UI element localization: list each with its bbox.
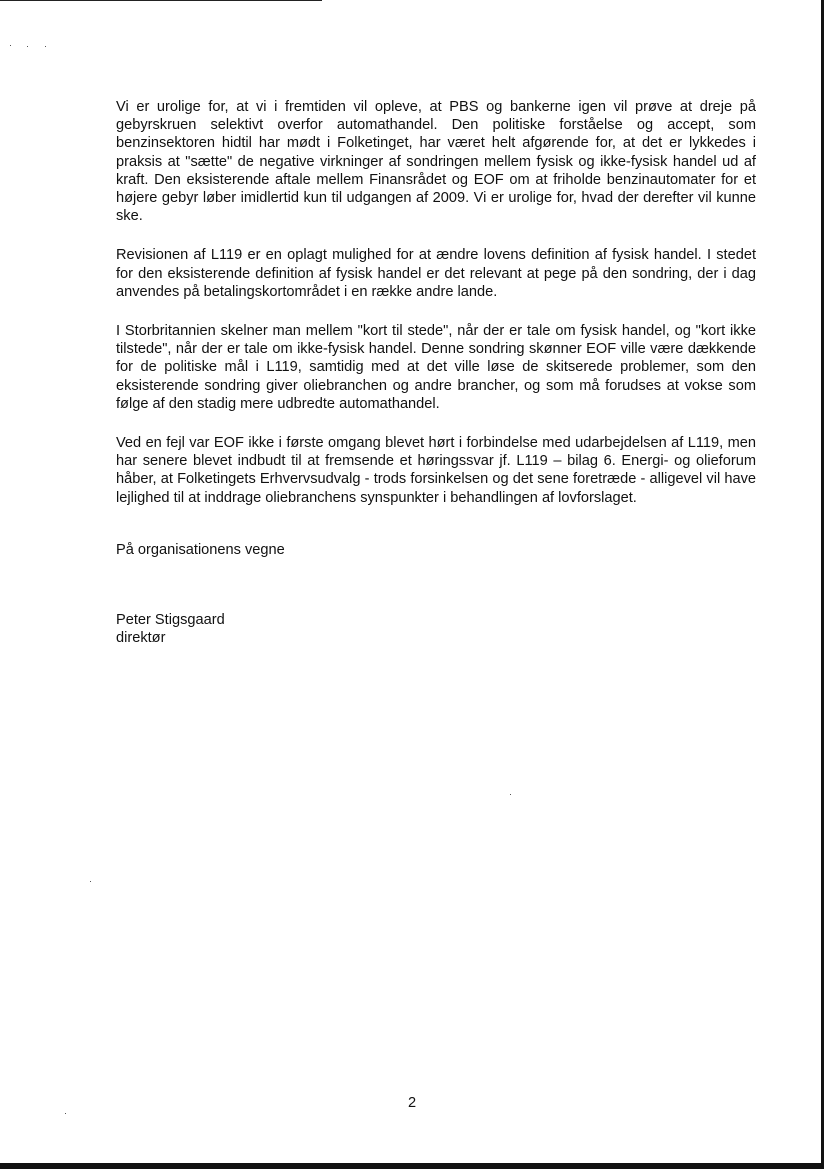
signatory-name: Peter Stigsgaard [116, 612, 225, 628]
scan-speck [90, 881, 91, 882]
signature-block [116, 611, 225, 647]
scan-border-bottom [0, 1163, 824, 1169]
body-paragraph: I Storbritannien skelner man mellem "kort til stede", når der er tale om fysisk handel, og "kort ikke tilstede", når der er tale om ikke-fysisk handel. Denne sondring skønner EOF ville være dækkende for de politiske mål i L119, samtidig med at det ville løse de skitserede problemer, som den eksisterende sondring giver oliebranchen og andre brancher, og som må forudses at vokse som følge af den stadig mere udbredte automathandel. [116, 323, 756, 412]
body-paragraph: Vi er urolige for, at vi i fremtiden vil opleve, at PBS og bankerne igen vil prøve at dreje på gebyrskruen selektivt overfor automathandel. Den politiske forståelse og accept, som benzinsektoren hidtil har mødt i Folketinget, har været helt afgørende for, at det er lykkedes i praksis at "sætte" de negative virkninger af sondringen mellem fysisk og ikke-fysisk handel ud af kraft. Den eksisterende aftale mellem Finansrådet og EOF om at friholde benzinautomater for et højere gebyr løber imidlertid kun til udgangen af 2009. Vi er urolige for, hvad der derefter vil kunne ske. [116, 99, 756, 225]
body-paragraph: Revisionen af L119 er en oplagt mulighed for at ændre lovens definition af fysisk handel. I stedet for den eksisterende definition af fysisk handel er det relevant at pege på den sondring, der i dag anvendes på betalingskortområdet i en række andre lande. [116, 247, 756, 300]
scan-speck [27, 46, 28, 47]
body-paragraph: Ved en fejl var EOF ikke i første omgang blevet hørt i forbindelse med udarbejdelsen af L119, men har senere blevet indbudt til at fremsende et høringssvar jf. L119 – bilag 6. Energi- og olieforum håber, at Folketingets Erhvervsudvalg - trods forsinkelsen og det sene foretræde - alligevel vil have lejlighed til at inddrage oliebranchens synspunkter i behandlingen af lovforslaget. [116, 435, 756, 506]
letter-body [116, 98, 756, 528]
signatory-title: direktør [116, 630, 166, 647]
scan-speck [10, 45, 11, 46]
scan-speck [45, 46, 46, 47]
scan-speck [510, 794, 511, 795]
closing-line: På organisationens vegne [116, 542, 285, 558]
scan-edge-line [0, 0, 322, 1]
scan-speck [65, 1113, 66, 1114]
page-number: 2 [408, 1095, 417, 1111]
